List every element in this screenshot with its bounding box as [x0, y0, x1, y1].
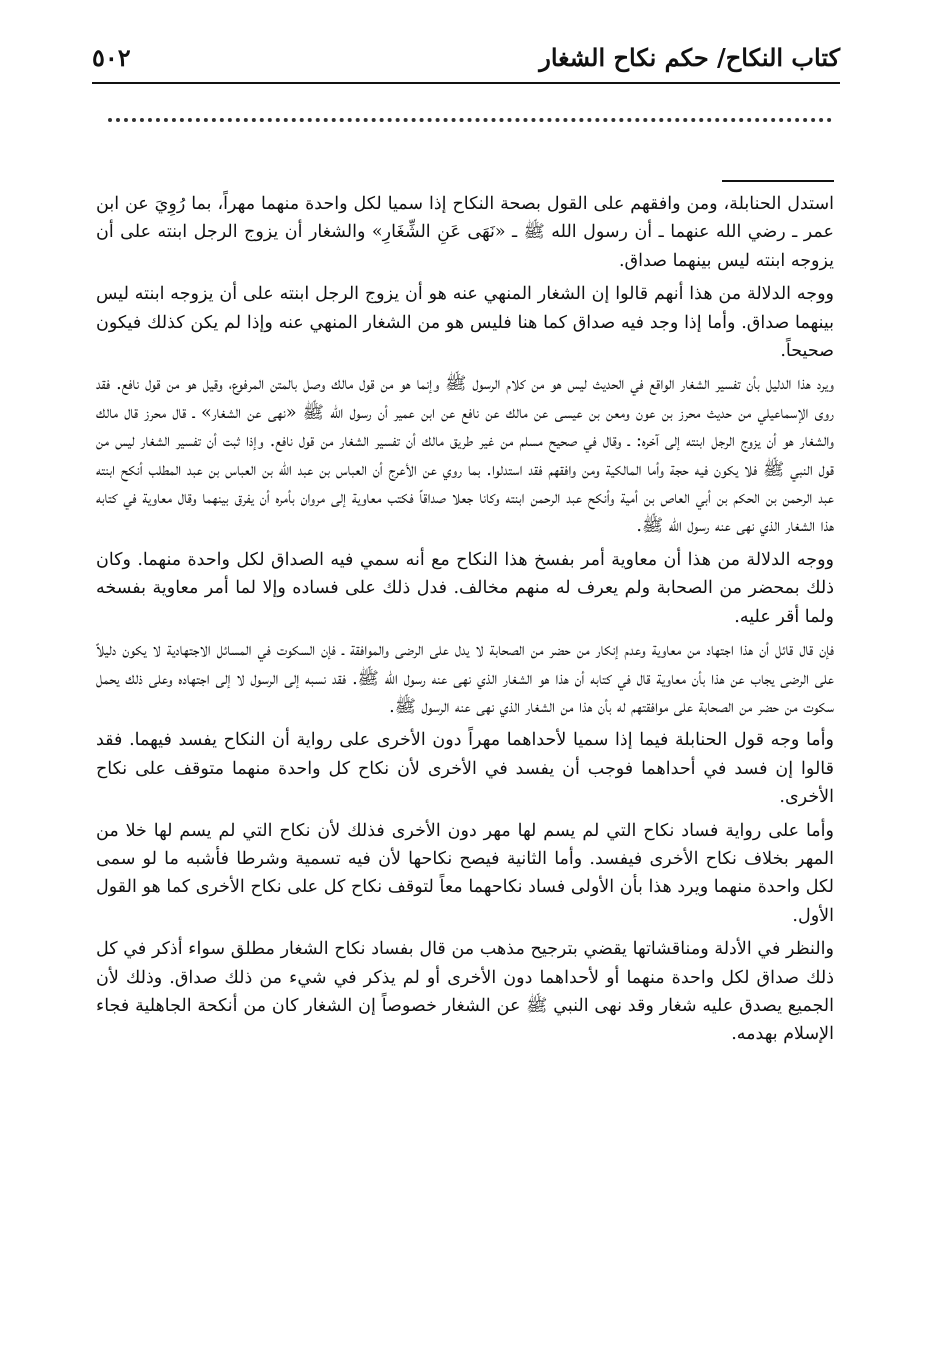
header-rule — [92, 82, 840, 84]
paragraph: وأما على رواية فساد نكاح التي لم يسم لها مهر دون الأخرى فذلك لأن نكاح التي لم يسم لها خلا من المهر بخلاف نكاح الأخرى فيفسد. وأما الثانية فيصح نكاحها لأن فيه تسمية وشرطا فأشبه ما لو سمى لكل واحدة منهما ويرد هذا بأن الأولى فساد نكاحهما معاً لتوقف نكاح كل على نكاح الأخرى كما هو القول الأول. — [96, 820, 834, 926]
paragraph: ويرد هذا الدليل بأن تفسير الشغار الواقع في الحديث ليس هو من كلام الرسول ﷺ وإنما هو من قول مالك وصل بالمتن المرفوع، وقيل هو من قول نافع. فقد روى الإسماعيلي من حديث محرز بن عون ومعن بن عيسى عن مالك عن نافع عن ابن عمير أن رسول الله ﷺ «نهى عن الشغار» ـ قال محرز قال مالك والشغار هو أن يزوج الرجل ابنته إلى آخره: ـ وقال في صحيح مسلم من غير طريق مالك أن تفسير الشغار من قول نافع. وإذا ثبت أن تفسير الشغار ليس من قول النبي ﷺ فلا يكون فيه حجة وأما المالكية ومن وافقهم فقد استدلوا. بما روي عن الأعرج أن العباس بن عبد الله بن العباس بن عبد المطلب أنكح ابنته عبد الرحمن بن الحكم بن أبي العاص بن أمية وأنكح عبد الرحمن ابنته وكانا جعلا صداقاً فكتب معاوية إلى مروان بأمره أن يفرق بينهما وقال معاوية في كتابه هذا الشغار الذي نهى عنه رسول الله ﷺ. — [96, 374, 834, 537]
page-number: ٥٠٢ — [92, 43, 131, 72]
paragraph: فإن قال قائل أن هذا اجتهاد من معاوية وعدم إنكار من حضر من الصحابة لا يدل على الرضى والموافقة ـ فإن السكوت في المسائل الاجتهادية لا يكون دليلاً على الرضى يجاب عن هذا بأن معاوية قال في كتابه أن هذا هو الشغار الذي نهى عنه رسول الله ﷺ. فقد نسبه إلى الرسول لا إلى اجتهاده وعلى ذلك يحمل سكوت من حضر من الصحابة على موافقتهم له بأن هذا من الشغار الذي نهى عنه الرسول ﷺ. — [96, 640, 834, 717]
body-text — [96, 190, 834, 1300]
paragraph: استدل الحنابلة، ومن وافقهم على القول بصحة النكاح إذا سميا لكل واحدة منهما مهراً، بما رُوِيَ عن ابن عمر ـ رضي الله عنهما ـ أن رسول الله ﷺ ـ «نَهَى عَنِ الشِّغَارِ» والشغار أن يزوج الرجل ابنته على أن يزوجه ابنته ليس بينهما صداق. — [96, 194, 834, 271]
footnote-separator — [722, 180, 834, 182]
paragraph: والنظر في الأدلة ومناقشاتها يقضي بترجيح مذهب من قال بفساد نكاح الشغار مطلق سواء أذكر في كل ذلك صداق لكل واحدة منهما أو لأحداهما دون الأخرى أو لم يذكر في شيء من ذلك صداق. وذلك لأن الجميع يصدق عليه شغار وقد نهى النبي ﷺ عن الشغار خصوصاً إن الشغار كان من أنكحة الجاهلية فجاء الإسلام بهدمه. — [96, 939, 834, 1045]
dotted-separator — [108, 118, 832, 122]
paragraph: ووجه الدلالة من هذا أن معاوية أمر بفسخ هذا النكاح مع أنه سمي فيه الصداق لكل واحدة منهما. وكان ذلك بمحضر من الصحابة ولم يعرف له منهم مخالف. فدل ذلك على فساده وإلا لما أمر معاوية بفسخه ولما أقر عليه. — [96, 549, 834, 627]
paragraph: ووجه الدلالة من هذا أنهم قالوا إن الشغار المنهي عنه هو أن يزوج الرجل ابنته على أن يزوجه ابنته ليس بينهما صداق. وأما إذا وجد فيه صداق كما هنا فليس هو من الشغار المنهي عنه وإذا لم يكن كذلك فيكون صحيحاً. — [96, 284, 834, 362]
running-title: كتاب النكاح/ حكم نكاح الشغار — [539, 43, 840, 72]
paragraph: وأما وجه قول الحنابلة فيما إذا سميا لأحداهما مهراً دون الأخرى على رواية أن النكاح يفسد فيهما. فقد قالوا إن فسد في أحداهما فوجب أن يفسد في الأخرى لأن نكاح كل واحدة منهما متوقف على نكاح الأخرى. — [96, 730, 834, 808]
page-header — [92, 38, 840, 78]
